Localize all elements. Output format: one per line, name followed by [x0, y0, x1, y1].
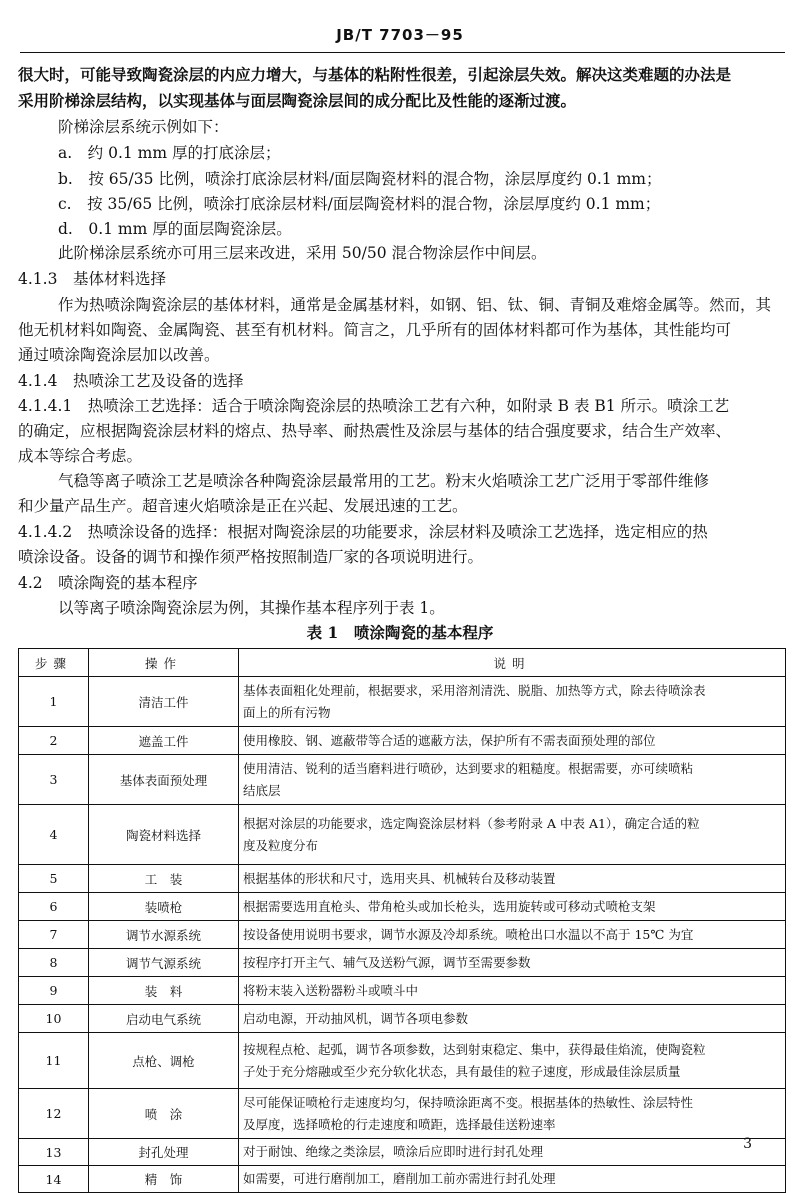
- description-line: 面上的所有污物: [243, 704, 331, 720]
- paragraph-line: 以等离子喷涂陶瓷涂层为例，其操作基本程序列于表 1。: [58, 599, 445, 617]
- step-number: 5: [19, 865, 89, 893]
- paragraph-line: 作为热喷涂陶瓷涂层的基体材料，通常是金属基材料，如钢、铝、钛、铜、青铜及难熔金属等。然而，其: [58, 296, 772, 314]
- description-cell: [239, 727, 786, 755]
- operation-cell: 装喷枪: [89, 893, 239, 921]
- operation-cell: 启动电气系统: [89, 1005, 239, 1033]
- step-number: 14: [19, 1166, 89, 1193]
- description-cell: [239, 1033, 786, 1089]
- paragraph-line: 阶梯涂层系统示例如下：: [58, 118, 229, 136]
- description-line: 及厚度，选择喷枪的行走速度和喷距，选择最佳送粉速率: [243, 1116, 556, 1132]
- description-line: 使用清洁、锐利的适当磨料进行喷砂，达到要求的粗糙度。根据需要，亦可续喷粘: [243, 760, 694, 776]
- operation-cell: 精 饰: [89, 1166, 239, 1193]
- table-row: [19, 755, 786, 805]
- table-title: 表 1 喷涂陶瓷的基本程序: [306, 623, 494, 642]
- operation-cell: 陶瓷材料选择: [89, 805, 239, 865]
- column-header-operation: 操作: [89, 649, 239, 677]
- section-heading: 4.2 喷涂陶瓷的基本程序: [18, 574, 198, 592]
- operation-cell: 清洁工件: [89, 677, 239, 727]
- description-line: 启动电源，开动抽风机，调节各项电参数: [243, 1010, 469, 1026]
- description-cell: [239, 949, 786, 977]
- description-line: 结底层: [243, 782, 281, 798]
- description-line: 如需要，可进行磨削加工，磨削加工前亦需进行封孔处理: [243, 1171, 556, 1186]
- column-header-description: 说明: [239, 649, 786, 677]
- description-cell: [239, 755, 786, 805]
- page-number: 3: [743, 1136, 752, 1152]
- step-number: 6: [19, 893, 89, 921]
- paragraph-line: 和少量产品生产。超音速火焰喷涂是正在兴起、发展迅速的工艺。: [18, 497, 468, 515]
- paragraph-line: 气稳等离子喷涂工艺是喷涂各种陶瓷涂层最常用的工艺。粉末火焰喷涂工艺广泛用于零部件维修: [58, 472, 710, 490]
- paragraph-line: 他无机材料如陶瓷、金属陶瓷、甚至有机材料。简言之，几乎所有的固体材料都可作为基体，其性能均可: [18, 321, 732, 339]
- description-cell: [239, 677, 786, 727]
- paragraph-line: 通过喷涂陶瓷涂层加以改善。: [18, 346, 220, 364]
- table-header-row: [19, 649, 786, 677]
- description-line: 按程序打开主气、辅气及送粉气源，调节至需要参数: [243, 954, 531, 970]
- table-row: [19, 1005, 786, 1033]
- paragraph-line: 喷涂设备。设备的调节和操作须严格按照制造厂家的各项说明进行。: [18, 548, 484, 566]
- description-line: 根据对涂层的功能要求，选定陶瓷涂层材料（参考附录 A 中表 A1），确定合适的粒: [243, 815, 700, 831]
- paragraph-line: 的确定，应根据陶瓷涂层材料的熔点、热导率、耐热震性及涂层与基体的结合强度要求，结合生产效率、: [18, 422, 732, 440]
- table-row: [19, 1166, 786, 1193]
- table-row: [19, 921, 786, 949]
- step-number: 12: [19, 1089, 89, 1139]
- section-heading: 4.1.4 热喷涂工艺及设备的选择: [18, 372, 244, 390]
- description-cell: [239, 865, 786, 893]
- paragraph-line: 此阶梯涂层系统亦可用三层来改进，采用 50/50 混合物涂层作中间层。: [58, 244, 547, 262]
- step-number: 8: [19, 949, 89, 977]
- list-item: d. 0.1 mm 厚的面层陶瓷涂层。: [58, 220, 292, 238]
- description-cell: [239, 977, 786, 1005]
- list-item: c. 按 35/65 比例，喷涂打底涂层材料/面层陶瓷材料的混合物，涂层厚度约 0.1 mm；: [58, 195, 661, 213]
- step-number: 1: [19, 677, 89, 727]
- table-row: [19, 1139, 786, 1166]
- paragraph-line: 很大时，可能导致陶瓷涂层的内应力增大，与基体的粘附性很差，引起涂层失效。解决这类难题的办法是: [18, 65, 732, 84]
- paragraph-line: 采用阶梯涂层结构，以实现基体与面层陶瓷涂层间的成分配比及性能的逐渐过渡。: [18, 91, 577, 110]
- table-row: [19, 1089, 786, 1139]
- operation-cell: 基体表面预处理: [89, 755, 239, 805]
- standard-header: JB/T 7703－95: [336, 26, 464, 44]
- table-row: [19, 677, 786, 727]
- description-line: 将粉末装入送粉器粉斗或喷斗中: [243, 982, 419, 998]
- table-row: [19, 865, 786, 893]
- operation-cell: 工 装: [89, 865, 239, 893]
- section-heading: 4.1.3 基体材料选择: [18, 270, 166, 288]
- step-number: 9: [19, 977, 89, 1005]
- description-line: 使用橡胶、钢、遮蔽带等合适的遮蔽方法，保护所有不需表面预处理的部位: [243, 732, 656, 748]
- description-line: 根据需要选用直枪头、带角枪头或加长枪头，选用旋转或可移动式喷枪支架: [243, 898, 656, 914]
- header-rule: [20, 52, 785, 53]
- description-cell: [239, 1166, 786, 1193]
- description-line: 尽可能保证喷枪行走速度均匀，保持喷涂距离不变。根据基体的热敏性、涂层特性: [243, 1094, 694, 1110]
- operation-cell: 调节水源系统: [89, 921, 239, 949]
- step-number: 4: [19, 805, 89, 865]
- operation-cell: 封孔处理: [89, 1139, 239, 1166]
- step-number: 7: [19, 921, 89, 949]
- description-cell: [239, 1139, 786, 1166]
- table-row: [19, 727, 786, 755]
- list-item: b. 按 65/35 比例，喷涂打底涂层材料/面层陶瓷材料的混合物，涂层厚度约 0.1 mm；: [58, 170, 662, 188]
- operation-cell: 遮盖工件: [89, 727, 239, 755]
- step-number: 10: [19, 1005, 89, 1033]
- step-number: 11: [19, 1033, 89, 1089]
- table-row: [19, 805, 786, 865]
- table-row: [19, 977, 786, 1005]
- operation-cell: 调节气源系统: [89, 949, 239, 977]
- description-line: 度及粒度分布: [243, 837, 319, 853]
- step-number: 13: [19, 1139, 89, 1166]
- paragraph-line: 成本等综合考虑。: [18, 447, 143, 465]
- description-line: 子处于充分熔融或至少充分软化状态，具有最佳的粒子速度，形成最佳涂层质量: [243, 1063, 681, 1079]
- paragraph-line: 4.1.4.1 热喷涂工艺选择：适合于喷涂陶瓷涂层的热喷涂工艺有六种，如附录 B 表 B1 所示。喷涂工艺: [18, 397, 730, 415]
- operation-cell: 点枪、调枪: [89, 1033, 239, 1089]
- operation-cell: 装 料: [89, 977, 239, 1005]
- list-item: a. 约 0.1 mm 厚的打底涂层；: [58, 144, 281, 162]
- description-cell: [239, 921, 786, 949]
- description-line: 对于耐蚀、绝缘之类涂层，喷涂后应即时进行封孔处理: [243, 1144, 544, 1159]
- table-row: [19, 1033, 786, 1089]
- step-number: 2: [19, 727, 89, 755]
- operation-cell: 喷 涂: [89, 1089, 239, 1139]
- description-cell: [239, 805, 786, 865]
- table-row: [19, 949, 786, 977]
- description-cell: [239, 893, 786, 921]
- table-row: [19, 893, 786, 921]
- paragraph-line: 4.1.4.2 热喷涂设备的选择：根据对陶瓷涂层的功能要求，涂层材料及喷涂工艺选择，选定相应的热: [18, 523, 708, 541]
- description-cell: [239, 1005, 786, 1033]
- description-line: 按设备使用说明书要求，调节水源及冷却系统。喷枪出口水温以不高于 15℃ 为宜: [243, 926, 694, 942]
- description-line: 按规程点枪、起弧，调节各项参数，达到射束稳定、集中，获得最佳焰流，使陶瓷粒: [243, 1041, 706, 1057]
- description-line: 基体表面粗化处理前，根据要求，采用溶剂清洗、脱脂、加热等方式，除去待喷涂表: [243, 682, 706, 698]
- description-cell: [239, 1089, 786, 1139]
- step-number: 3: [19, 755, 89, 805]
- description-line: 根据基体的形状和尺寸，选用夹具、机械转台及移动装置: [243, 870, 556, 886]
- column-header-step: 步骤: [19, 649, 89, 677]
- procedure-table: [18, 648, 786, 1193]
